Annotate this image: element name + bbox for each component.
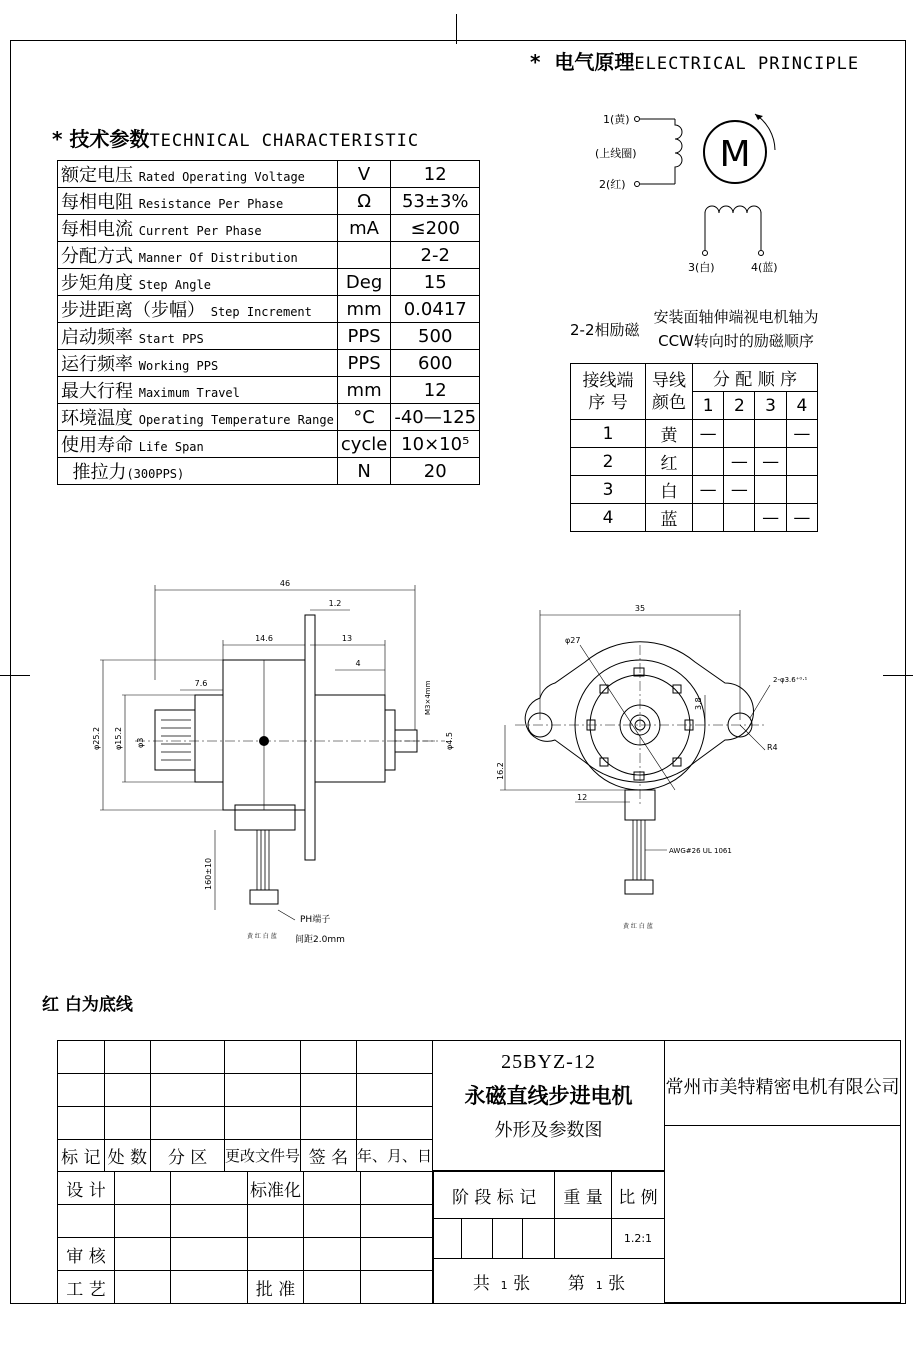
excitation-sequence-table <box>570 363 818 532</box>
seq-col-1: 1 <box>693 392 724 420</box>
dim-lead-length: 160±10 <box>204 857 213 890</box>
wire2-label: 2(红) <box>599 178 626 191</box>
weight-label: 重 量 <box>555 1172 612 1219</box>
electrical-schematic <box>585 100 815 285</box>
dim-35: 35 <box>634 604 646 613</box>
table-row: 步进距离（步幅） Step Increment mm 0.0417 <box>58 296 480 323</box>
dim-16-2: 16.2 <box>496 762 505 780</box>
lower-coil <box>705 206 761 225</box>
stage-label: 阶 段 标 记 <box>434 1172 555 1219</box>
note-line-2: CCW转向时的励磁顺序 <box>658 332 814 350</box>
process-label: 工 艺 <box>58 1271 115 1304</box>
note-line-1: 安装面轴伸端视电机轴为 <box>653 308 819 326</box>
col-mark: 标 记 <box>58 1140 105 1172</box>
center-mark-left <box>0 675 30 676</box>
seq-col-4: 4 <box>786 392 817 420</box>
design-label: 设 计 <box>58 1172 115 1205</box>
frame-right <box>905 40 906 1304</box>
table-row: 每相电流 Current Per Phase mA ≤200 <box>58 215 480 242</box>
title-cn: 电气原理 <box>554 50 635 74</box>
table-row: 环境温度 Operating Temperature Range °C -40—125 <box>58 404 480 431</box>
upper-coil <box>675 119 682 184</box>
star-mark: * <box>52 127 63 151</box>
bottom-wire-note: 红 白为底线 <box>42 995 133 1015</box>
center-mark-right <box>883 675 913 676</box>
header-terminal: 接线端 序 号 <box>571 364 646 420</box>
approve-label: 批 准 <box>248 1271 304 1304</box>
table-row: 使用寿命 Life Span cycle 10×10⁵ <box>58 431 480 458</box>
dim-3-8: 3.8 <box>694 697 703 710</box>
table-row: 运行频率 Working PPS PPS 600 <box>58 350 480 377</box>
drawing-title-area <box>433 1040 665 1171</box>
sheet-count: 共 1 张 第 1 张 <box>434 1259 665 1304</box>
title-en: ELECTRICAL PRINCIPLE <box>634 54 860 74</box>
ph-terminal-label: PH端子 <box>300 915 331 925</box>
header-color: 导线 颜色 <box>646 364 693 420</box>
dim-2-phi3-6: 2-φ3.6⁺⁰·¹ <box>773 676 808 684</box>
upper-coil-label: (上线圈) <box>595 147 637 160</box>
technical-table <box>57 160 480 485</box>
wire4-label: 4(蓝) <box>751 261 778 274</box>
table-row: 推拉力(300PPS) N 20 <box>58 458 480 485</box>
table-row: 1 黄 — — <box>571 420 818 448</box>
awg-label: AWG#26 UL 1061 <box>669 847 732 855</box>
dim-12: 12 <box>577 793 588 802</box>
center-mark-top <box>456 14 457 44</box>
pin-colors: 黄 红 白 蓝 <box>247 933 277 940</box>
wire3-label: 3(白) <box>688 261 715 274</box>
table-row: 2 红 — — <box>571 448 818 476</box>
model-number: 25BYZ-12 <box>501 1051 596 1073</box>
table-row: 最大行程 Maximum Travel mm 12 <box>58 377 480 404</box>
dim-r4: R4 <box>767 743 778 752</box>
seq-col-3: 3 <box>755 392 786 420</box>
dim-1-2: 1.2 <box>328 599 342 608</box>
seq-col-2: 2 <box>724 392 755 420</box>
electrical-principle-title <box>530 46 859 75</box>
dim-phi15-2: φ15.2 <box>114 726 123 750</box>
pin-colors: 黄 红 白 蓝 <box>623 923 653 930</box>
excitation-mode: 2-2相励磁 <box>570 321 640 339</box>
motor-front-view <box>495 590 808 940</box>
motor-side-view <box>92 570 465 950</box>
product-name: 永磁直线步进电机 <box>464 1084 633 1108</box>
company-block <box>665 1040 901 1303</box>
col-date: 年、月、日 <box>356 1140 432 1172</box>
frame-top <box>10 40 906 41</box>
table-row: 启动频率 Start PPS PPS 500 <box>58 323 480 350</box>
review-label: 审 核 <box>58 1238 115 1271</box>
table-row: 分配方式 Manner Of Distribution 2-2 <box>58 242 480 269</box>
frame-left <box>10 40 11 1304</box>
table-row: 额定电压 Rated Operating Voltage V 12 <box>58 161 480 188</box>
dim-phi25-2: φ25.2 <box>92 726 101 750</box>
scale-value: 1.2:1 <box>611 1219 664 1259</box>
excitation-note <box>650 305 822 353</box>
col-count: 处 数 <box>104 1140 151 1172</box>
company-divider <box>665 1125 900 1126</box>
table-row: 4 蓝 — — <box>571 504 818 532</box>
dim-7-6: 7.6 <box>194 679 208 688</box>
dim-14-6: 14.6 <box>255 634 273 643</box>
drawing-subtitle: 外形及参数图 <box>494 1120 603 1141</box>
dim-phi27: φ27 <box>565 636 581 645</box>
star-mark: * <box>530 50 541 74</box>
dim-13: 13 <box>341 634 353 643</box>
dim-phi3: φ3 <box>136 737 145 748</box>
table-row: 每相电阻 Resistance Per Phase Ω 53±3% <box>58 188 480 215</box>
table-row: 步矩角度 Step Angle Deg 15 <box>58 269 480 296</box>
dim-m3: M3×4mm <box>424 680 432 715</box>
header-sequence: 分 配 顺 序 <box>693 364 818 392</box>
motor-letter: M <box>719 134 751 175</box>
revision-grid <box>57 1040 433 1172</box>
table-row: 3 白 — — <box>571 476 818 504</box>
scale-label: 比 例 <box>611 1172 664 1219</box>
title-cn: 技术参数 <box>69 127 150 151</box>
dim-4: 4 <box>355 659 361 668</box>
col-sign: 签 名 <box>300 1140 356 1172</box>
technical-characteristic-title <box>52 123 419 152</box>
dim-46: 46 <box>279 579 291 588</box>
dim-phi4-5: φ4.5 <box>445 732 454 750</box>
stage-weight-scale <box>433 1171 665 1304</box>
approvals-grid <box>57 1171 433 1304</box>
standard-label: 标准化 <box>248 1172 304 1205</box>
title-en: TECHNICAL CHARACTERISTIC <box>149 131 420 151</box>
flange-outline <box>525 642 753 782</box>
company-name: 常州市美特精密电机有限公司 <box>665 1077 900 1097</box>
col-change-doc: 更改文件号 <box>224 1140 300 1172</box>
pitch-label: 间距2.0mm <box>295 935 345 945</box>
col-zone: 分 区 <box>151 1140 225 1172</box>
wire1-label: 1(黄) <box>603 113 630 126</box>
